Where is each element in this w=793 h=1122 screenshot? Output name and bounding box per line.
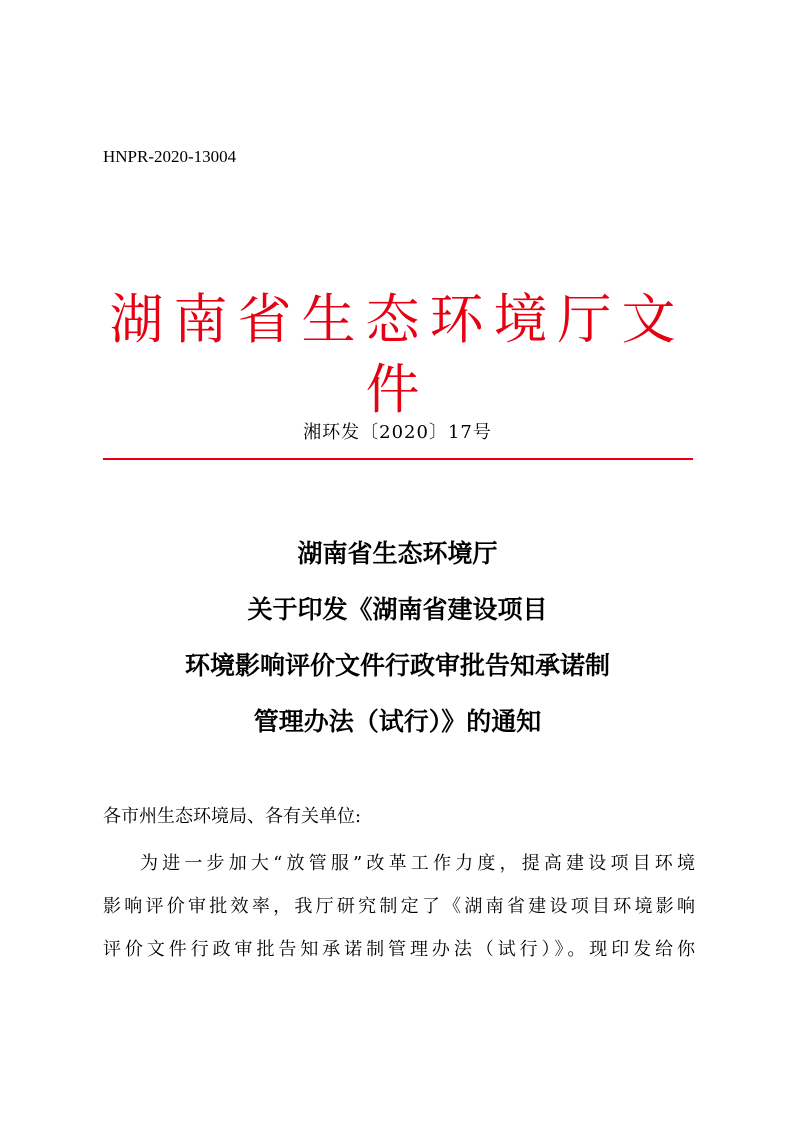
body-line: 为进一步加大“放管服”改革工作力度，提高建设项目环境 (140, 853, 695, 874)
red-divider-line (103, 458, 693, 460)
body-paragraph (103, 842, 695, 971)
body-line: 影响评价审批效率，我厅研究制定了《湖南省建设项目环境影响 (103, 896, 695, 917)
addressee: 各市州生态环境局、各有关单位: (103, 806, 362, 827)
document-title (100, 526, 695, 750)
title-line: 湖南省生态环境厅 (297, 539, 498, 568)
body-line: 评价文件行政审批告知承诺制管理办法（试行）》。现印发给你 (103, 939, 695, 960)
title-line: 环境影响评价文件行政审批告知承诺制 (184, 651, 610, 680)
document-code: HNPR-2020-13004 (103, 147, 237, 166)
title-line: 管理办法（试行）》的通知 (253, 707, 542, 736)
title-line: 关于印发《湖南省建设项目 (247, 595, 548, 624)
document-number: 湘环发〔2020〕17号 (303, 422, 492, 443)
document-header: 湖南省生态环境厅文件 (109, 288, 686, 421)
